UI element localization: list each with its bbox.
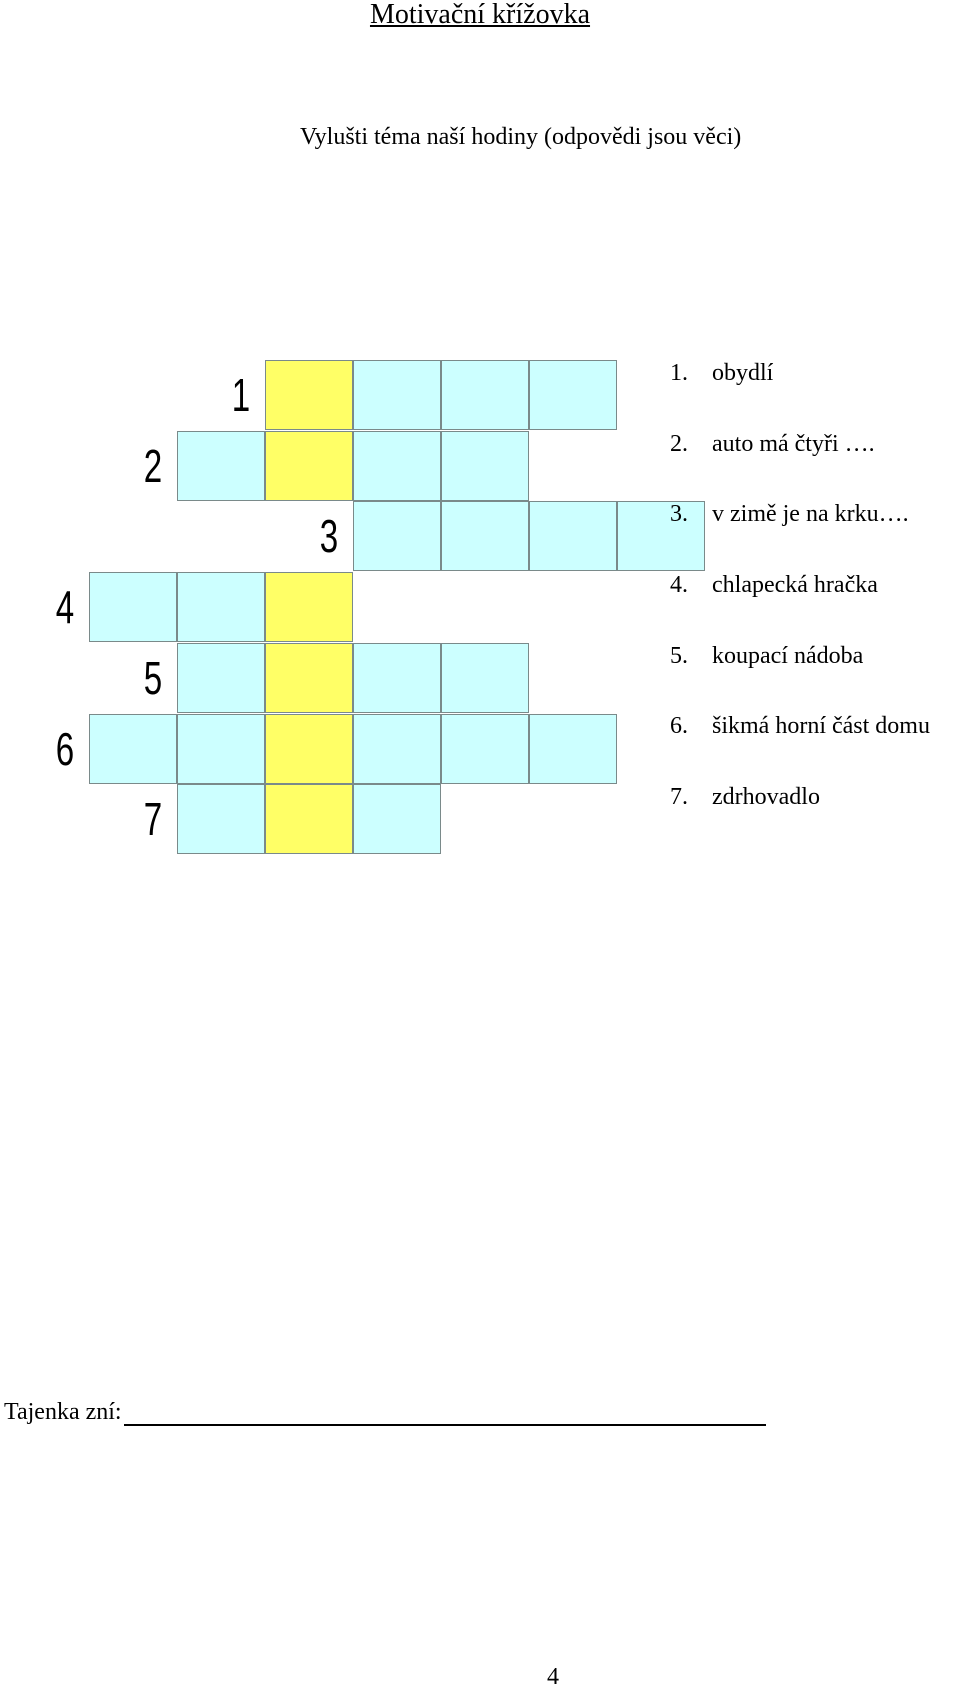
clue-text: zdrhovadlo (712, 784, 820, 811)
clue-4 (670, 572, 930, 643)
letter-cell[interactable] (441, 360, 529, 430)
letter-cell[interactable] (529, 714, 617, 784)
row-number: 2 (143, 439, 163, 492)
letter-cell[interactable] (89, 572, 177, 642)
clue-number: 1. (670, 360, 688, 386)
letter-cell[interactable] (177, 714, 265, 784)
clue-number: 6. (670, 713, 688, 740)
clue-text: auto má čtyři …. (712, 430, 875, 457)
clue-text: šikmá horní část domu (712, 713, 930, 740)
clue-3 (670, 501, 930, 572)
letter-cell[interactable] (177, 572, 265, 642)
secret-cell[interactable] (265, 360, 353, 430)
letter-cell[interactable] (353, 784, 441, 854)
letter-cell[interactable] (441, 431, 529, 501)
page-number: 4 (547, 1664, 559, 1690)
clue-text: v zimě je na krku…. (712, 501, 909, 528)
letter-cell[interactable] (89, 714, 177, 784)
clue-5 (670, 643, 930, 714)
letter-cell[interactable] (177, 431, 265, 501)
row-number: 4 (55, 581, 75, 634)
letter-cell[interactable] (177, 784, 265, 854)
letter-cell[interactable] (441, 643, 529, 713)
answer-line (4, 1398, 766, 1426)
letter-cell[interactable] (353, 360, 441, 430)
instructions: Vylušti téma naší hodiny (odpovědi jsou věci) (300, 124, 742, 150)
letter-cell[interactable] (529, 501, 617, 571)
letter-cell[interactable] (353, 643, 441, 713)
clue-1 (670, 360, 930, 431)
letter-cell[interactable] (353, 431, 441, 501)
answer-blank[interactable] (124, 1398, 766, 1426)
row-number: 6 (55, 722, 75, 775)
page-title: Motivační křížovka (369, 0, 591, 30)
clue-6 (670, 713, 930, 784)
row-number: 5 (143, 651, 163, 704)
secret-cell[interactable] (265, 572, 353, 642)
clue-text: koupací nádoba (712, 642, 864, 669)
clue-text: chlapecká hračka (712, 572, 878, 599)
answer-label: Tajenka zní: (4, 1399, 122, 1425)
clue-number: 5. (670, 642, 688, 669)
secret-cell[interactable] (265, 643, 353, 713)
row-number: 7 (143, 793, 163, 846)
row-number: 1 (231, 369, 251, 421)
clue-number: 2. (670, 430, 688, 457)
letter-cell[interactable] (177, 643, 265, 713)
secret-cell[interactable] (265, 714, 353, 784)
clue-7 (670, 784, 930, 855)
secret-cell[interactable] (265, 431, 353, 501)
letter-cell[interactable] (529, 360, 617, 430)
row-number: 3 (319, 510, 339, 563)
secret-cell[interactable] (265, 784, 353, 854)
letter-cell[interactable] (441, 501, 529, 571)
clue-number: 4. (670, 572, 688, 599)
clue-text: obydlí (712, 360, 774, 386)
clue-number: 7. (670, 784, 688, 811)
letter-cell[interactable] (353, 501, 441, 571)
letter-cell[interactable] (441, 714, 529, 784)
clue-2 (670, 431, 930, 502)
clue-number: 3. (670, 501, 688, 528)
clue-list (670, 360, 930, 855)
letter-cell[interactable] (353, 714, 441, 784)
